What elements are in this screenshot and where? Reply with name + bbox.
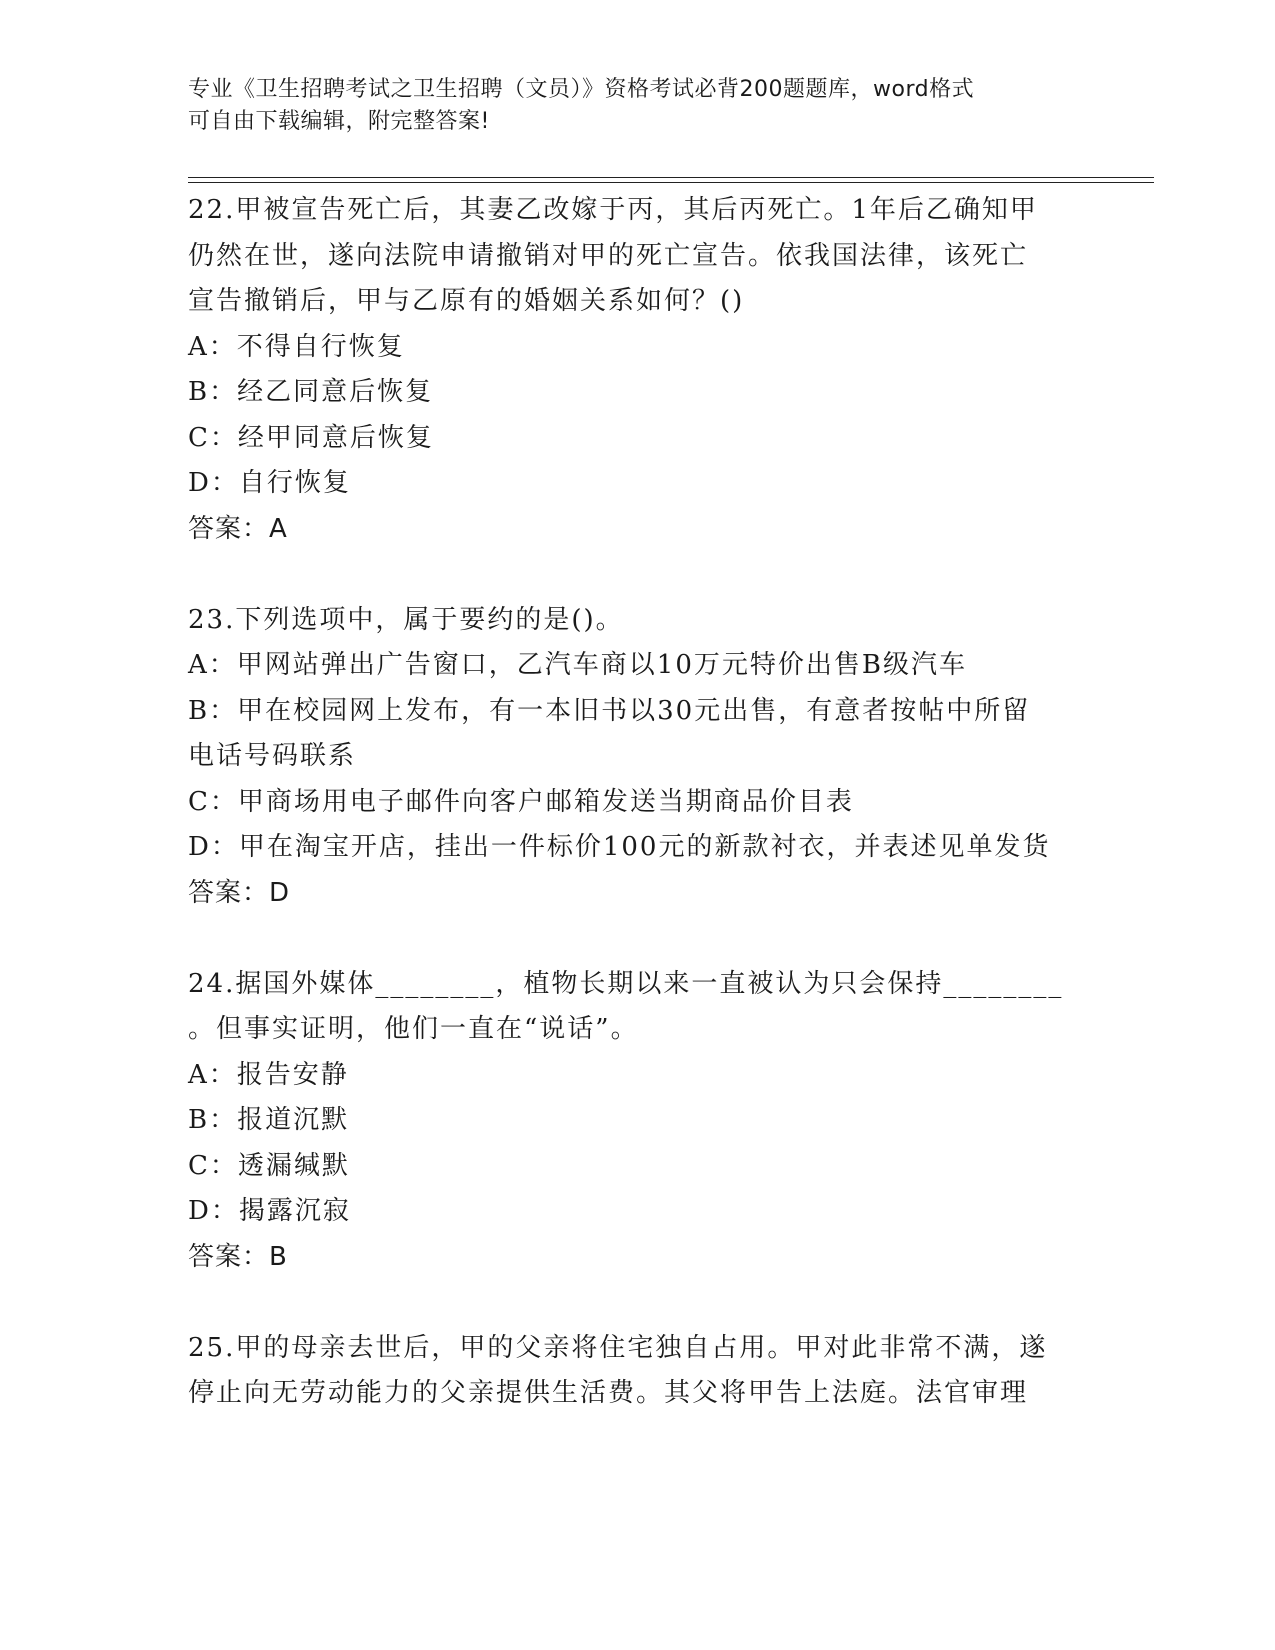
option-b-continued: 电话号码联系 (188, 741, 357, 771)
question-stem-line: 23.下列选项中，属于要约的是()。 (188, 604, 624, 635)
question-stem-line: 宣告撤销后，甲与乙原有的婚姻关系如何？() (188, 286, 745, 316)
option-a: A：甲网站弹出广告窗口，乙汽车商以10万元特价出售B级汽车 (188, 650, 967, 680)
answer-line: 答案：A (188, 513, 288, 544)
option-a: A：不得自行恢复 (188, 331, 405, 362)
option-d: D：自行恢复 (188, 468, 351, 498)
question-spacer (188, 1280, 1088, 1326)
header-divider-top (188, 177, 1154, 178)
question-spacer (188, 552, 1088, 598)
option-d: D：揭露沉寂 (188, 1196, 351, 1226)
question-spacer (188, 916, 1088, 962)
answer-line: 答案：B (188, 1241, 288, 1272)
question-23 (188, 598, 1088, 917)
document-header (188, 74, 1068, 138)
question-stem-line: 22.甲被宣告死亡后，其妻乙改嫁于丙，其后丙死亡。1年后乙确知甲 (188, 195, 1038, 225)
option-c: C：甲商场用电子邮件向客户邮箱发送当期商品价目表 (188, 786, 854, 817)
question-stem-line: 25.甲的母亲去世后，甲的父亲将住宅独自占用。甲对此非常不满，遂 (188, 1332, 1048, 1363)
header-line-1: 专业《卫生招聘考试之卫生招聘（文员）》资格考试必背200题题库，word格式 (188, 77, 975, 102)
question-stem-line: 停止向无劳动能力的父亲提供生活费。其父将甲告上法庭。法官审理 (188, 1378, 1029, 1408)
answer-line: 答案：D (188, 877, 291, 908)
question-22 (188, 188, 1088, 552)
option-b: B：报道沉默 (188, 1105, 350, 1135)
header-divider-bottom (188, 182, 1154, 183)
question-25 (188, 1326, 1088, 1417)
option-d: D：甲在淘宝开店，挂出一件标价100元的新款衬衣，并表述见单发货 (188, 832, 1051, 862)
question-stem-line: 仍然在世，遂向法院申请撤销对甲的死亡宣告。依我国法律，该死亡 (188, 240, 1029, 271)
question-stem-line: 24.据国外媒体________，植物长期以来一直被认为只会保持________ (188, 968, 1064, 999)
header-line-2: 可自由下载编辑，附完整答案! (188, 109, 490, 134)
question-list (188, 188, 1088, 1417)
question-stem-line: 。但事实证明，他们一直在“说话”。 (188, 1014, 639, 1044)
option-a: A：报告安静 (188, 1059, 349, 1090)
option-c: C：透漏缄默 (188, 1150, 350, 1181)
option-c: C：经甲同意后恢复 (188, 422, 434, 453)
question-24 (188, 962, 1088, 1281)
option-b: B：甲在校园网上发布，有一本旧书以30元出售，有意者按帖中所留 (188, 695, 1031, 726)
option-b: B：经乙同意后恢复 (188, 377, 434, 407)
